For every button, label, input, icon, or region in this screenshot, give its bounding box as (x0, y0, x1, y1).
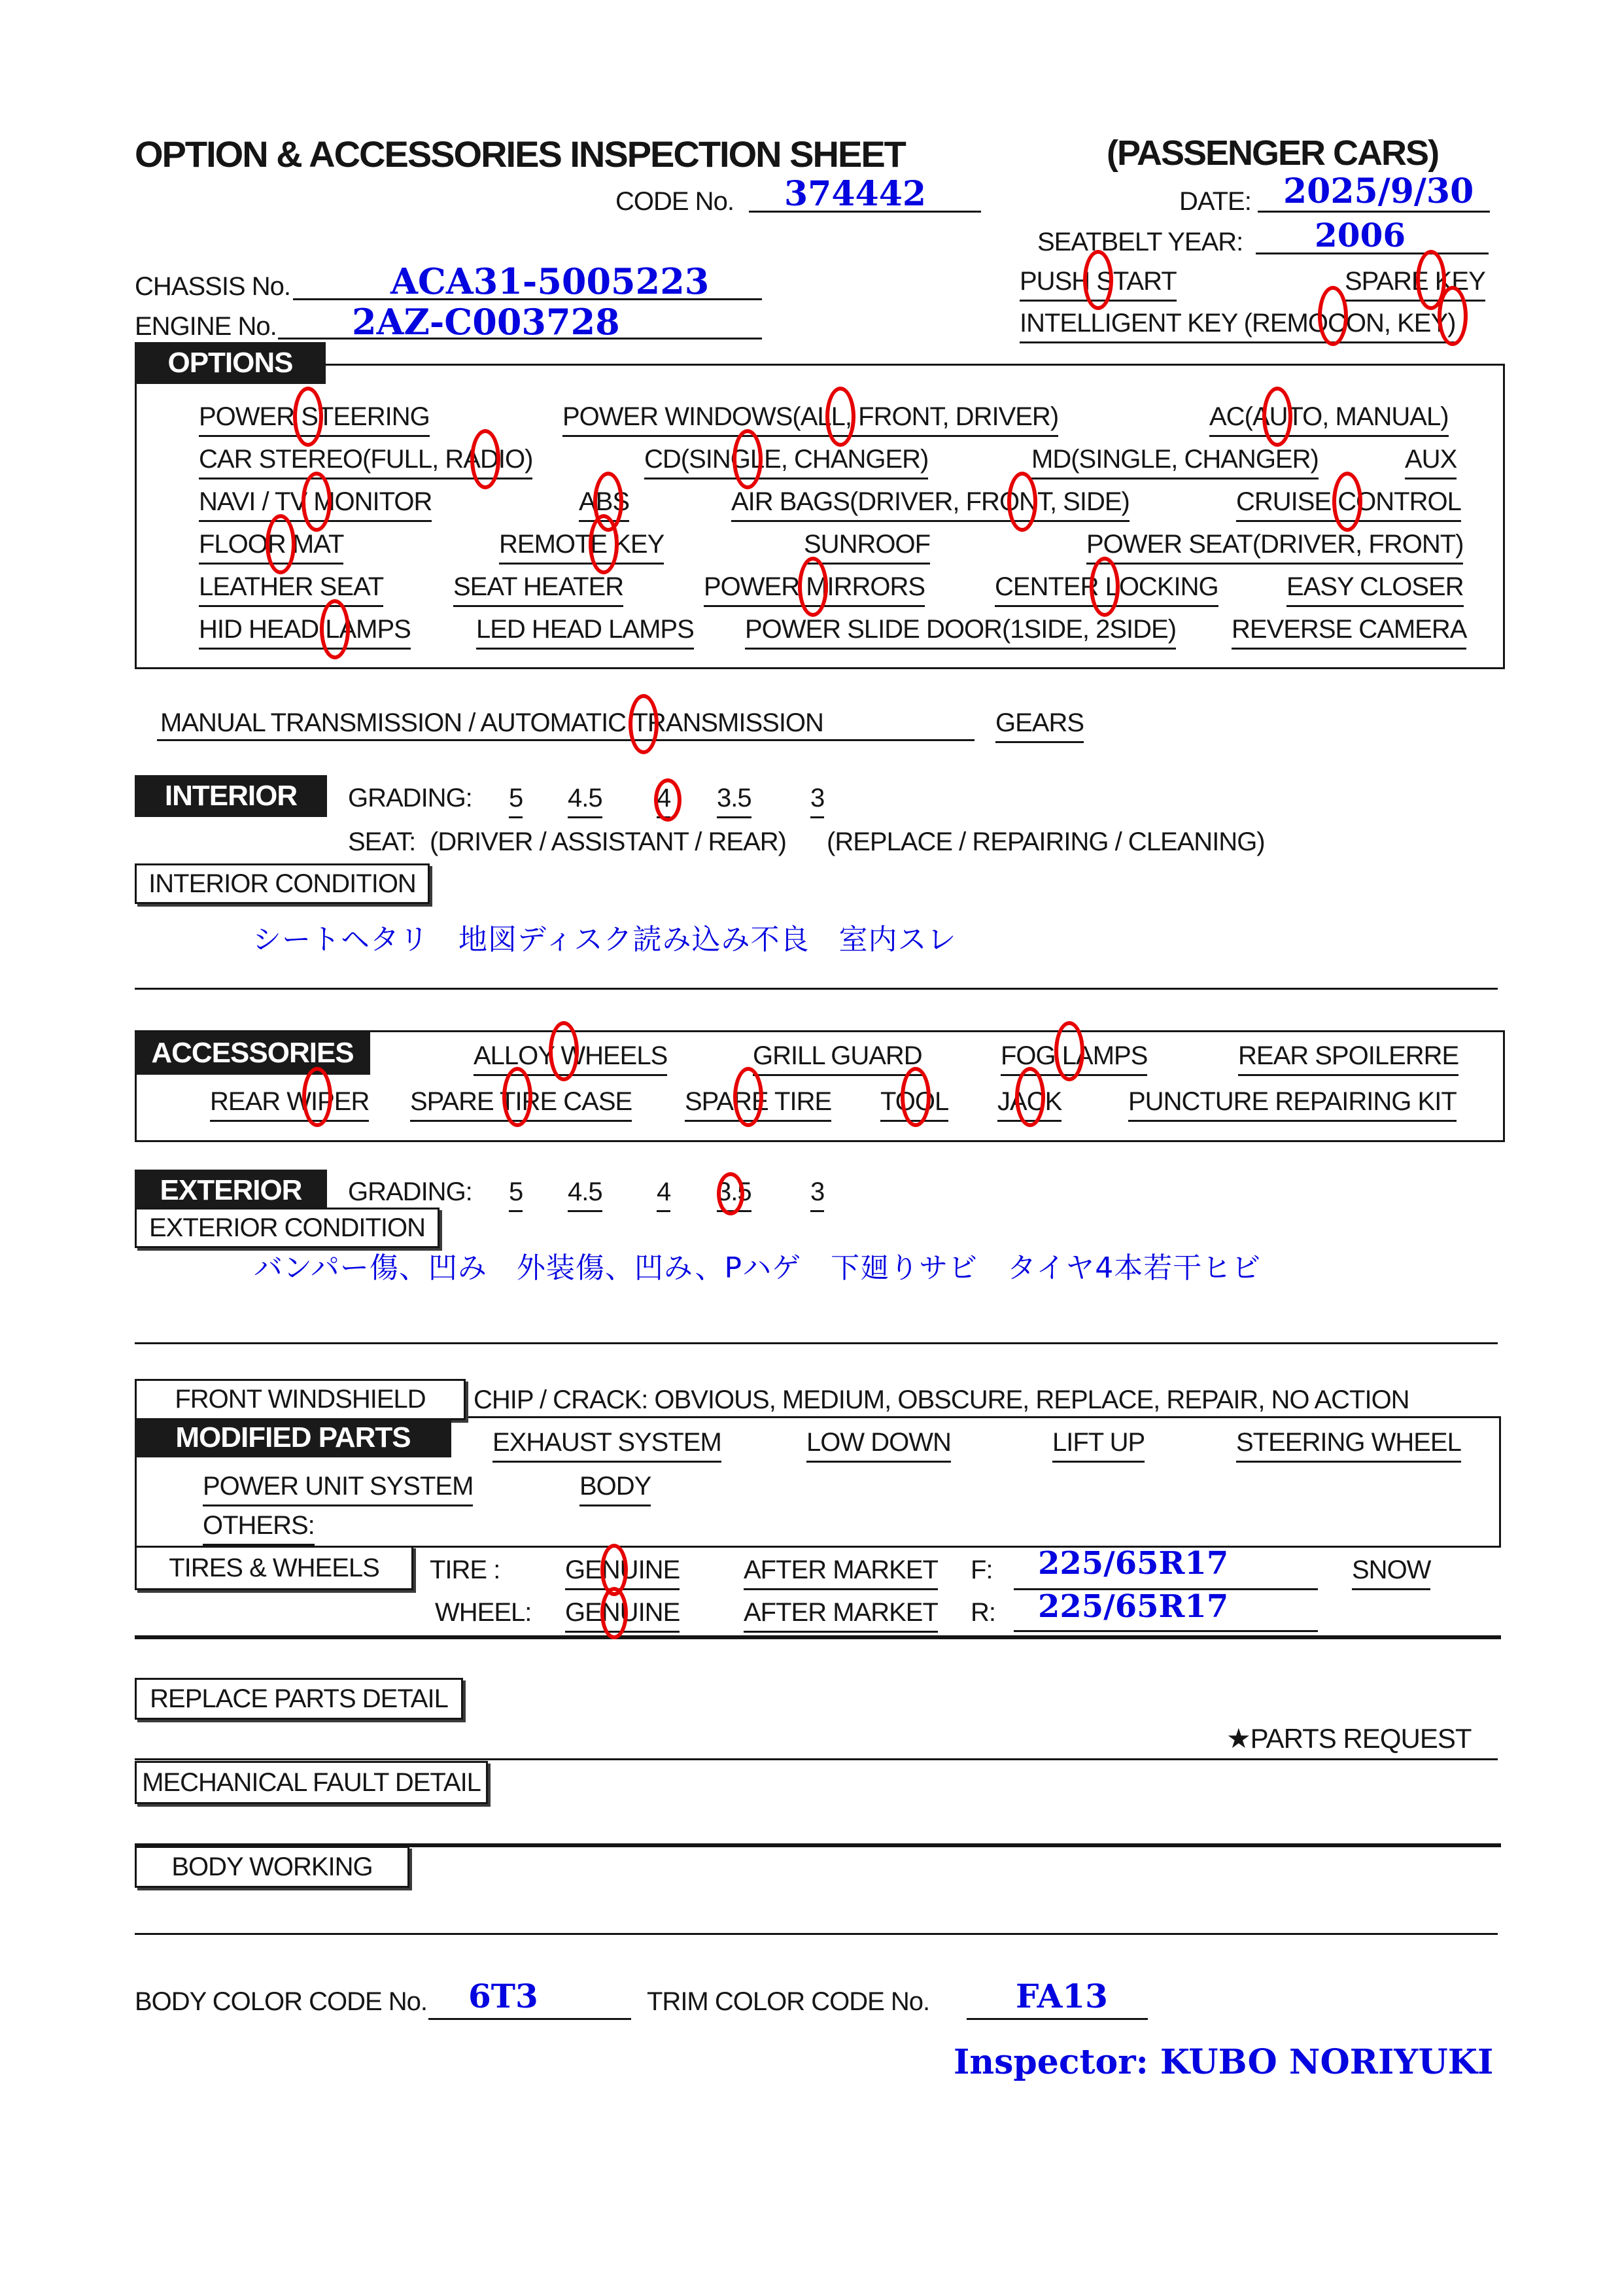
code-label: CODE No. (615, 187, 734, 216)
interior-condition-label: INTERIOR CONDITION (135, 863, 430, 904)
interior-grade-5: 5 (509, 784, 523, 818)
chassis-value: ACA31-5005223 (390, 260, 710, 302)
accessory-spare-tire: SPARE TIRE (685, 1087, 831, 1122)
tire-front-value: 225/65R17 (1038, 1545, 1229, 1582)
modified-box-right (1499, 1416, 1501, 1546)
circle-push-start (1083, 250, 1113, 310)
exterior-condition-note: バンパー傷、凹み 外装傷、凹み、Pハゲ 下廻りサビ タイヤ4本若干ヒビ (254, 1251, 1262, 1285)
push-start-option: PUSH START (1020, 267, 1177, 302)
date-label: DATE: (1179, 187, 1251, 216)
mechanical-fault-label: MECHANICAL FAULT DETAIL (135, 1761, 488, 1804)
circle-cd-single (733, 429, 763, 489)
circle-interior-grade-4 (654, 778, 682, 822)
interior-grade-4: 4 (657, 784, 670, 818)
exterior-section-label: EXTERIOR (135, 1170, 327, 1211)
exterior-grade-3: 3 (810, 1177, 824, 1212)
date-value: 2025/9/30 (1283, 171, 1474, 211)
page-title: OPTION & ACCESSORIES INSPECTION SHEET (135, 133, 905, 175)
tires-wheels-label: TIRES & WHEELS (135, 1546, 413, 1590)
seat-positions: (DRIVER / ASSISTANT / REAR) (430, 827, 786, 856)
divider-2 (135, 1342, 1498, 1344)
option-leather-seat: LEATHER SEAT (199, 572, 383, 607)
divider-1 (135, 988, 1498, 990)
option-aux: AUX (1405, 445, 1457, 479)
engine-label: ENGINE No. (135, 312, 277, 341)
intelligent-key-option: INTELLIGENT KEY (REMOCON, KEY) (1020, 309, 1455, 343)
accessory-grill-guard: GRILL GUARD (753, 1041, 922, 1076)
body-working-label: BODY WORKING (135, 1846, 409, 1888)
circle-jack (1015, 1067, 1045, 1127)
option-cd: CD(SINGLE, CHANGER) (644, 445, 928, 479)
wheel-rear-value: 225/65R17 (1038, 1588, 1229, 1625)
replace-parts-label: REPLACE PARTS DETAIL (135, 1678, 463, 1720)
tire-genuine: GENUINE (565, 1556, 680, 1590)
trim-color-underline (967, 2018, 1148, 2020)
front-windshield-label: FRONT WINDSHIELD (135, 1379, 466, 1420)
options-section-label: OPTIONS (135, 342, 326, 384)
circle-exterior-grade-3-5 (717, 1172, 744, 1215)
option-sunroof: SUNROOF (804, 530, 930, 565)
option-easy-closer: EASY CLOSER (1286, 572, 1464, 607)
option-center-locking: CENTER LOCKING (995, 572, 1218, 607)
interior-condition-note: シートヘタリ 地図ディスク読み込み不良 室内スレ (252, 923, 957, 956)
accessories-section-label: ACCESSORIES (135, 1032, 370, 1075)
page-subtitle: (PASSENGER CARS) (1107, 133, 1439, 173)
accessory-fog-lamps: FOG LAMPS (1001, 1041, 1147, 1076)
modified-body: BODY (579, 1472, 651, 1506)
option-led-head-lamps: LED HEAD LAMPS (476, 615, 694, 650)
accessory-puncture-kit: PUNCTURE REPAIRING KIT (1128, 1087, 1457, 1122)
tire-front-label: F: (971, 1556, 993, 1584)
modified-exhaust: EXHAUST SYSTEM (492, 1428, 721, 1463)
interior-grade-3-5: 3.5 (717, 784, 751, 818)
accessory-spare-tire-case: SPARE TIRE CASE (410, 1087, 632, 1122)
exterior-grading-label: GRADING: (348, 1177, 472, 1206)
option-navi-tv: NAVI / TV MONITOR (199, 487, 432, 522)
modified-low-down: LOW DOWN (806, 1428, 951, 1463)
option-md: MD(SINGLE, CHANGER) (1031, 445, 1319, 479)
exterior-grade-4: 4 (657, 1177, 670, 1212)
wheel-label: WHEEL: (435, 1598, 532, 1627)
option-hid-head-lamps: HID HEAD LAMPS (199, 615, 411, 650)
option-reverse-camera: REVERSE CAMERA (1232, 615, 1466, 650)
exterior-condition-label: EXTERIOR CONDITION (135, 1208, 440, 1248)
option-power-slide-door: POWER SLIDE DOOR(1SIDE, 2SIDE) (745, 615, 1176, 650)
circle-remote-key (589, 514, 619, 574)
option-floor-mat: FLOOR MAT (199, 530, 343, 565)
interior-grading-label: GRADING: (348, 784, 472, 812)
circle-navi-tv (302, 472, 332, 532)
body-color-label: BODY COLOR CODE No. (135, 1987, 428, 2016)
option-seat-heater: SEAT HEATER (453, 572, 623, 607)
wheel-after-market: AFTER MARKET (744, 1598, 938, 1633)
divider-4 (135, 1758, 1498, 1760)
trim-color-value: FA13 (1016, 1977, 1108, 2015)
modified-power-unit: POWER UNIT SYSTEM (203, 1472, 473, 1506)
seatbelt-value: 2006 (1315, 216, 1406, 254)
spare-key-option: SPARE KEY (1345, 267, 1485, 302)
circle-ac-auto (1262, 387, 1292, 447)
circle-alloy-wheels (549, 1021, 579, 1081)
option-power-windows: POWER WINDOWS(ALL, FRONT, DRIVER) (562, 402, 1058, 437)
modified-parts-section-label: MODIFIED PARTS (135, 1418, 451, 1457)
tire-after-market: AFTER MARKET (744, 1556, 938, 1590)
option-ac: AC(AUTO, MANUAL) (1209, 402, 1449, 437)
circle-power-steering (293, 387, 323, 447)
engine-underline (278, 338, 762, 339)
wheel-rear-underline (1014, 1630, 1318, 1632)
accessory-jack: JACK (997, 1087, 1061, 1122)
divider-6 (135, 1933, 1498, 1935)
circle-tool (901, 1067, 931, 1127)
exterior-grade-4-5: 4.5 (568, 1177, 602, 1212)
engine-value: 2AZ-C003728 (352, 301, 620, 343)
circle-cruise-control (1332, 472, 1362, 532)
option-power-mirrors: POWER MIRRORS (704, 572, 925, 607)
date-underline (1258, 211, 1490, 213)
circle-intelligent-remocon (1318, 286, 1348, 346)
exterior-grade-3-5: 3.5 (717, 1177, 751, 1212)
chassis-underline (293, 298, 762, 300)
chip-crack-row: CHIP / CRACK: OBVIOUS, MEDIUM, OBSCURE, REPLACE, REPAIR, NO ACTION (474, 1385, 1409, 1414)
code-value: 374442 (784, 174, 927, 214)
modified-others: OTHERS: (203, 1511, 315, 1546)
accessory-alloy-wheels: ALLOY WHEELS (474, 1041, 667, 1076)
transmission-underline (157, 739, 975, 741)
snow-label: SNOW (1352, 1556, 1430, 1590)
circle-wheel-genuine (600, 1587, 628, 1639)
interior-section-label: INTERIOR (135, 775, 327, 817)
circle-automatic-transmission (629, 694, 659, 754)
circle-intelligent-key (1438, 286, 1468, 346)
seatbelt-underline (1256, 252, 1489, 254)
circle-stereo-radio (470, 429, 500, 489)
circle-spare-tire (733, 1067, 763, 1127)
circle-spare-tire-case (502, 1067, 532, 1127)
exterior-grade-5: 5 (509, 1177, 523, 1212)
chassis-label: CHASSIS No. (135, 272, 290, 301)
seatbelt-label: SEATBELT YEAR: (1037, 228, 1243, 256)
body-color-value: 6T3 (468, 1977, 538, 2015)
gears-label: GEARS (995, 708, 1084, 743)
trim-color-label: TRIM COLOR CODE No. (647, 1987, 930, 2016)
seat-actions: (REPLACE / REPAIRING / CLEANING) (827, 827, 1265, 856)
body-color-underline (428, 2018, 631, 2020)
circle-center-locking (1090, 557, 1120, 617)
option-abs: ABS (579, 487, 629, 522)
inspector-line: Inspector: KUBO NORIYUKI (954, 2042, 1494, 2082)
accessory-tool: TOOL (880, 1087, 948, 1122)
option-power-seat: POWER SEAT(DRIVER, FRONT) (1086, 530, 1463, 565)
tire-label: TIRE : (430, 1556, 500, 1584)
circle-floor-mat (266, 514, 296, 574)
transmission-label: MANUAL TRANSMISSION / AUTOMATIC TRANSMISSION (160, 708, 823, 737)
option-remote-key: REMOTE KEY (499, 530, 664, 565)
accessory-rear-spoiler: REAR SPOILERRE (1238, 1041, 1458, 1076)
interior-grade-3: 3 (810, 784, 824, 818)
circle-airbag-front (1007, 472, 1037, 532)
interior-grade-4-5: 4.5 (568, 784, 602, 818)
circle-rear-wiper (302, 1067, 332, 1127)
circle-power-windows-all (825, 387, 855, 447)
option-air-bags: AIR BAGS(DRIVER, FRONT, SIDE) (731, 487, 1130, 522)
modified-steering-wheel: STEERING WHEEL (1236, 1428, 1461, 1463)
divider-3 (135, 1635, 1501, 1639)
code-underline (749, 211, 981, 213)
option-power-steering: POWER STEERING (199, 402, 430, 437)
seat-label: SEAT: (348, 827, 416, 856)
parts-request-label: ★PARTS REQUEST (1226, 1723, 1472, 1754)
wheel-genuine: GENUINE (565, 1598, 680, 1633)
circle-fog-lamps (1054, 1021, 1084, 1081)
wheel-rear-label: R: (971, 1598, 995, 1627)
circle-power-mirrors (798, 557, 828, 617)
option-cruise-control: CRUISE CONTROL (1236, 487, 1461, 522)
modified-lift-up: LIFT UP (1052, 1428, 1145, 1463)
accessory-rear-wiper: REAR WIPER (210, 1087, 369, 1122)
circle-hid-head-lamps (320, 599, 350, 659)
option-car-stereo: CAR STEREO(FULL, RADIO) (199, 445, 532, 479)
